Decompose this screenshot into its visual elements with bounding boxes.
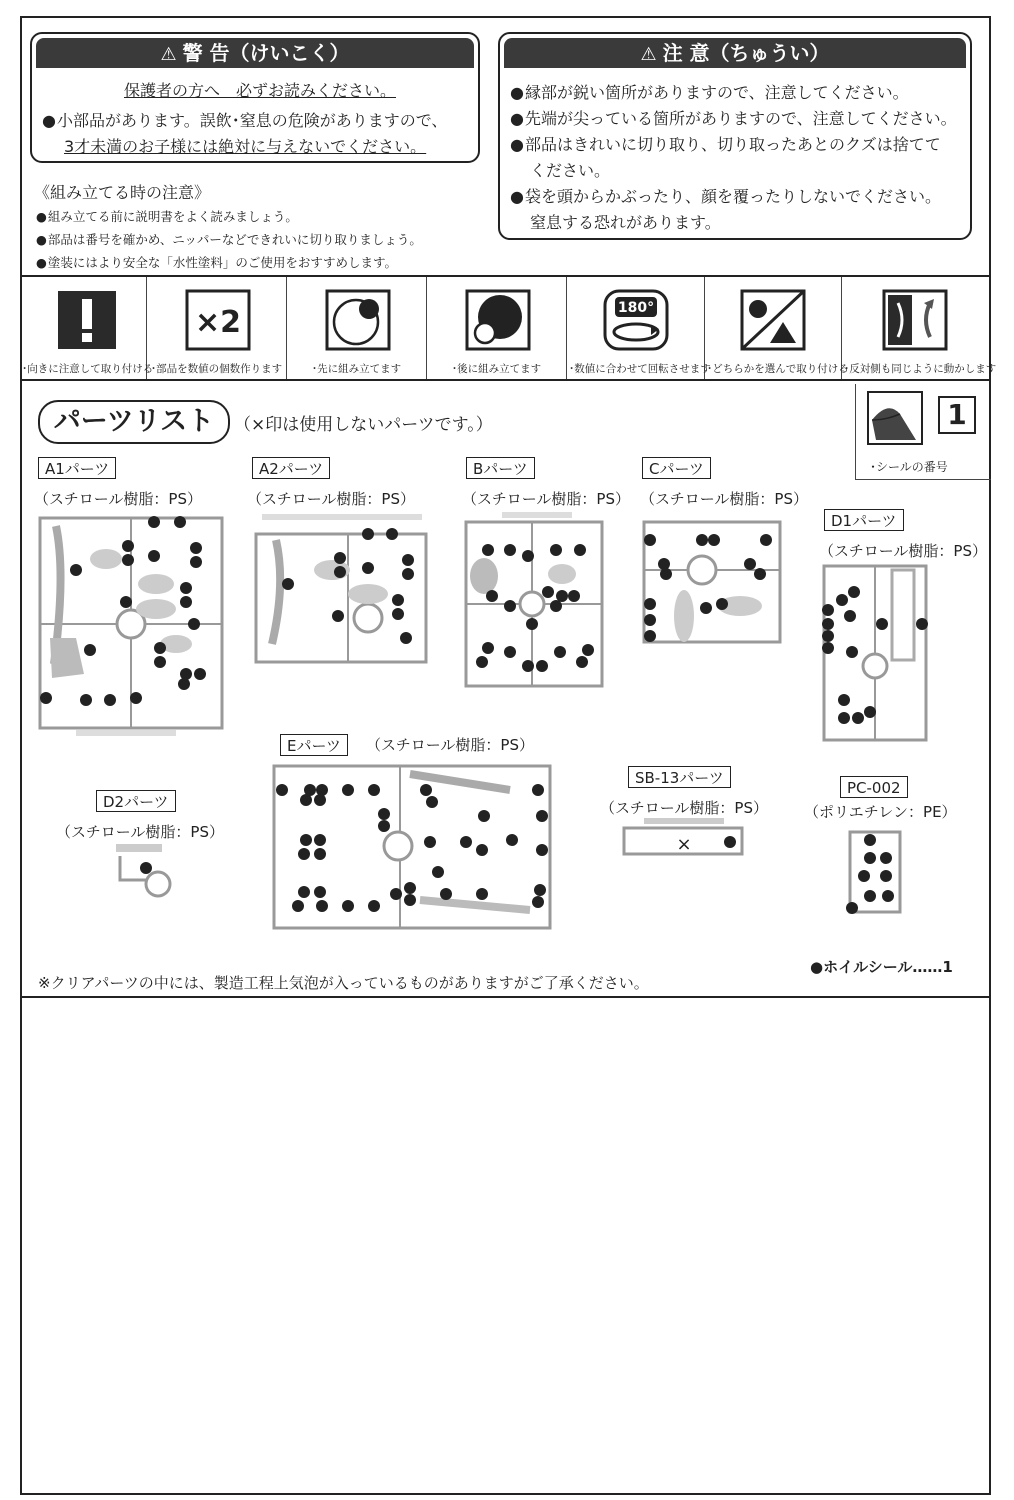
caution-title: 注 意（ちゅうい） [662,41,830,65]
choose-either-icon [738,289,808,351]
runner-b-drawing [462,512,606,692]
runner-d1-drawing [820,562,930,744]
runner-material: （ポリエチレン：PE） [804,803,957,821]
legend-cell [427,277,567,379]
legend-caption: ･数値に合わせて回転させます [569,363,711,375]
caution-line: ● 先端が尖っている箇所がありますので、注意してください。 [510,106,957,129]
legend-caption: ･先に組み立てます [311,363,402,375]
legend-cell [20,277,154,379]
warning-line: ● 小部品があります。誤飲･窒息の危険がありますので、 [42,108,447,131]
mirror-icon [880,289,950,351]
clear-parts-note: ※クリアパーツの中には、製造工程上気泡が入っているものがありますがご了承ください。 [38,974,649,992]
caution-box [498,32,972,240]
svg-text:×: × [676,834,692,855]
runner-material: （スチロール樹脂：PS） [247,490,415,508]
sticker-legend [855,384,991,480]
runner-label-d2: D2パーツ [96,790,176,812]
warning-header [36,38,474,68]
runner-c-drawing [640,516,784,648]
icon-legend [20,277,997,379]
warning-triangle-icon: ⚠ [640,44,657,65]
caution-line: ● 袋を頭からかぶったり、顔を覆ったりしないでください。 [510,184,941,207]
legend-cell [147,277,287,379]
runner-material: （スチロール樹脂：PS） [56,823,224,841]
runner-e-drawing [270,760,556,934]
sticker-icon [866,390,924,446]
assembly-line: ● 組み立てる前に説明書をよく読みましょう。 [36,207,298,225]
guardian-note: 保護者の方へ 必ずお読みください。 [124,81,397,100]
runner-d2-drawing [112,840,174,910]
warning-line: 3才未満のお子様には絶対に与えないでください。 [64,137,427,156]
legend-cell [287,277,427,379]
runner-a2-drawing [252,514,432,674]
runner-material: （スチロール樹脂：PS） [462,490,630,508]
divider [20,379,991,381]
warning-title: 警 告（けいこく） [182,41,350,65]
runner-label-sb13: SB-13パーツ [628,766,731,788]
runner-label-a1: A1パーツ [38,457,116,479]
caution-header [504,38,966,68]
runner-label-b: Bパーツ [466,457,535,479]
later-assemble-icon [463,289,533,351]
caution-line: ● 縁部が鋭い箇所がありますので、注意してください。 [510,80,909,103]
legend-caption: ･後に組み立てます [451,363,542,375]
runner-a1-drawing [36,514,226,740]
assembly-line: ● 塗装にはより安全な「水性塗料」のご使用をおすすめします。 [36,253,397,271]
runner-label-e: Eパーツ [280,734,348,756]
parts-list-subtitle: （×印は使用しないパーツです。） [234,415,493,435]
caution-line: 窒息する恐れがあります。 [530,213,721,232]
svg-text:180°: 180° [617,300,655,316]
legend-cell [705,277,849,379]
runner-label-c: Cパーツ [642,457,711,479]
parts-list-title: パーツリスト [38,400,230,444]
caution-line: ください。 [530,161,611,180]
times-two-icon [183,289,253,351]
sticker-number: 1 [938,396,976,434]
exclamation-icon [52,289,122,351]
legend-cell [842,277,997,379]
runner-material: （スチロール樹脂：PS） [640,490,808,508]
foil-sticker-note: ●ホイルシール……1 [810,958,953,976]
runner-material: （スチロール樹脂：PS） [819,542,987,560]
warning-box [30,32,480,163]
legend-cell [567,277,711,379]
divider [20,996,991,998]
warning-triangle-icon: ⚠ [160,44,177,65]
rotate-180-icon [601,289,671,351]
runner-material: （スチロール樹脂：PS） [34,490,202,508]
legend-caption: ･どちらかを選んで取り付ける [707,363,849,375]
runner-label-pc002: PC-002 [840,776,908,798]
assembly-title: 《組み立てる時の注意》 [34,183,211,202]
svg-text:×2: ×2 [194,305,242,340]
first-assemble-icon [323,289,393,351]
legend-caption: ･部品を数値の個数作ります [150,363,283,375]
runner-material: （スチロール樹脂：PS） [600,799,768,817]
runner-pc002-drawing [844,826,906,918]
runner-label-d1: D1パーツ [824,509,904,531]
runner-material: （スチロール樹脂：PS） [366,736,534,754]
runner-sb13-drawing [620,818,748,858]
sticker-caption: ･シールの番号 [870,460,948,474]
legend-caption: ･反対側も同じように動かします [844,363,997,375]
runner-label-a2: A2パーツ [252,457,330,479]
caution-line: ● 部品はきれいに切り取り、切り取ったあとのクズは捨てて [510,132,941,155]
assembly-line: ● 部品は番号を確かめ、ニッパーなどできれいに切り取りましょう。 [36,230,422,248]
legend-caption: ･向きに注意して取り付ける [22,363,154,375]
